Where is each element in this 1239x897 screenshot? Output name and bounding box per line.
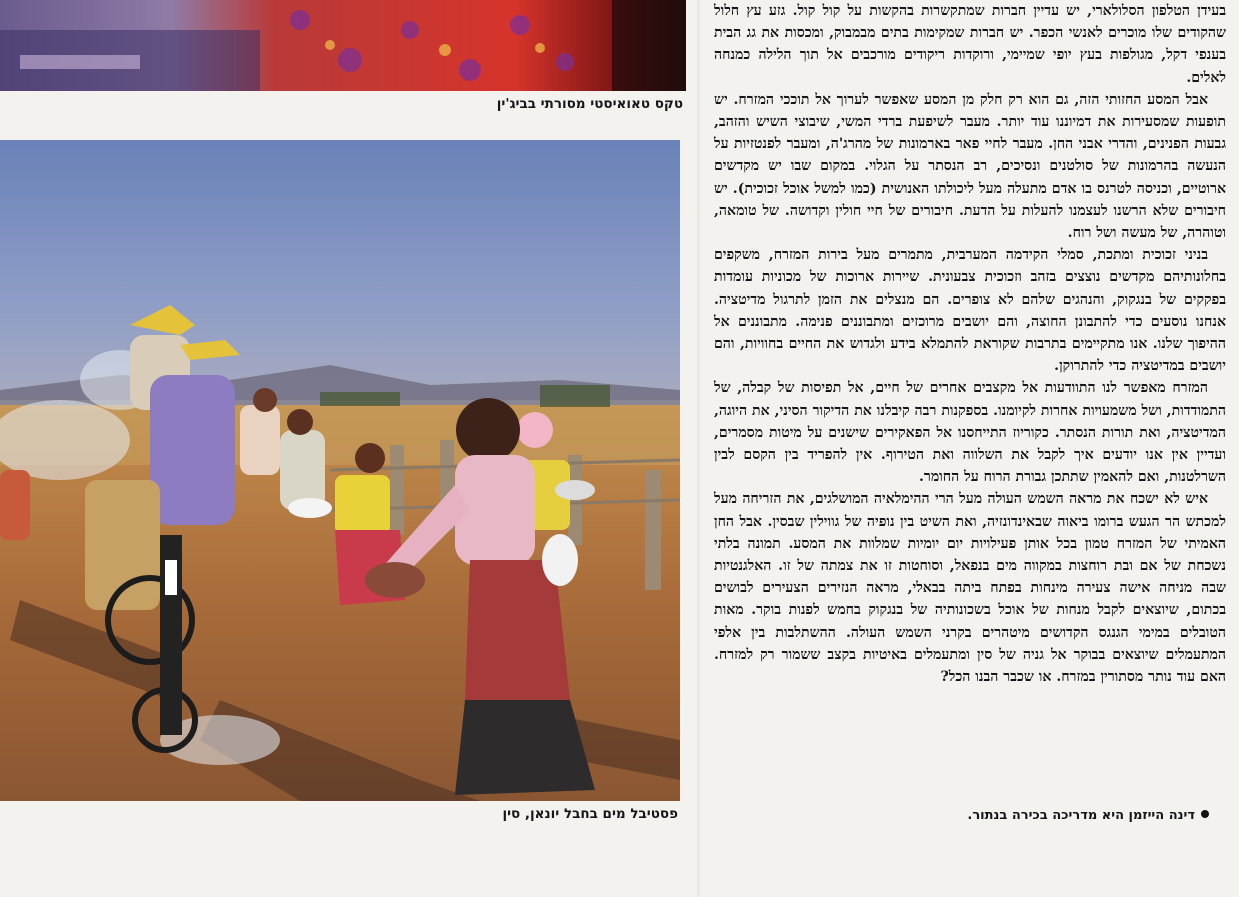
water-festival-photo (0, 140, 680, 801)
article-paragraph: אבל המסע החזותי הזה, גם הוא רק חלק מן המסע שאפשר לערוך אל תוככי המזרח. יש תופעות שמסעירות את דמיוננו עוד יותר. מעבר לשיפעת ברדי המשי, שיבוצי השיש והזהב, גבעות הפנינים, והדרי אבני החן. מעבר לחיי פאר בארמונות של מהרג'ה, ומעבר לפנטזיות על הנעשה בהרמונות של סולטנים ונסיכים, רב הנסתר על הגלוי. במקום שבו יש מקדשים ארוטיים, וכניסה לטרנס בו אדם מתעלה מעל ליכולתו האנושית (כמו למשל אוכל זכוכית). יש חיבורים שלא הרשנו לעצמנו להעלות על הדעת. חיבורים של חיי חולין וקדושה. של טומאה, וטוהרה, של מעשה ושל רוח. (714, 91, 1226, 242)
top-photo-caption: טקס טאואיסטי מסורתי בביג'ין (496, 96, 683, 112)
byline-text: דינה הייזמן היא מדריכה בכירה בנתור. (967, 808, 1195, 823)
article-paragraph: איש לא ישכח את מראה השמש העולה מעל הרי ההימלאיה המושלגים, את הזריחה מעל למכתש הר הגעש ברומו ביאוה שבאינדונזיה, ואת השיט בין נופיה של גווילין שבסין. אבל החן האמיתי של המזרח טמון בכל אותן פעילויות יום יומיות שמלוות את המסע. תמונה בלתי נשכחת של אם ובת רוחצות במקווה מים בנפאל, וסוחטות זו את צמתה של זו. האלגנטיות שבה מניחה אישה צעירה מינחות בפתח ביתה בבאלי, מראה הנזירים הצעירים לבושים בכתום, שיוצאים לקבל מנחות של אוכל בשכונותיה של בנגקוק בחמש לפנות בוקר. מאות הטובלים במימי הגנגס הקדושים מיטהרים בקרני השמש העולה. ההשתלבות בין אלפי המתעמלים שיוצאים בבוקר אל גניה של סין ומתעמלים באיטיות בקצב ששמור רק למזרח. האם עוד נותר מסתורין במזרח. או שכבר הבנו הכל? (714, 491, 1226, 686)
article-paragraph: המזרח מאפשר לנו התוודעות אל מקצבים אחרים של חיים, אל תפיסות של קבלה, של התמודדות, ושל משמעויות אחרות לקיומנו. בספקנות רבה קיבלנו את הדיקור הסיני, את היוגה, המדיטציה, ואת תורות הנסתר. כקוריוז התייחסנו אל הפאקירים שישנים על מיטות מסמרים, ועדיין אין אנו יודעים איך לקבל את השלווה ואת הטירוף. אין להפריד בין הקסם לבין השרלטנות, ואם להאמין שתתכן גבורת הרוח על החומר. (714, 380, 1226, 486)
page-fold-shadow (697, 0, 701, 897)
article-paragraph: בעידן הטלפון הסלולארי, יש עדיין חברות שמתקשרות בהקשות על קול קול. גזע עץ חלול שהקודים שלו מוכרים לאנשי הכפר. יש חברות שמקימות בתים מבמבוק, ומכסות את גג הבית בענפי דקל, מגולפות בעץ יופי שמיימי, ורוקדות ריקודים מורכבים אל תוך הלילה כמנחה לאלים. (714, 3, 1226, 86)
bullet-icon (1201, 810, 1209, 818)
author-byline (967, 808, 1209, 823)
ceremony-photo (0, 0, 686, 91)
article-paragraph: בניני זכוכית ומתכת, סמלי הקידמה המערבית, מתמרים מעל בירות המזרח, משקפים בחלונותיהם מקדשים נוצצים בזהב וזכוכית צבעונית. שיירות ארוכות של מכוניות עומדות בפקקים של בנגקוק, והנהגים שלהם לא צופרים. הם מנצלים את הזמן לתרגול מדיטציה. אנחנו נוסעים כדי להתבונן החוצה, והם יושבים מרוכזים ומתבוננים פנימה. מתבוננים אל ההיפוך שלנו. אנו מתקיימים בתרבות שקוראת להתמלא בידע ולגדוש את החיים בחוויות, והם יושבים במדיטציה כדי להתרוקן. (714, 247, 1226, 375)
main-photo-caption: פסטיבל מים בחבל יונאן, סין (502, 806, 678, 822)
article-body (714, 0, 1226, 688)
